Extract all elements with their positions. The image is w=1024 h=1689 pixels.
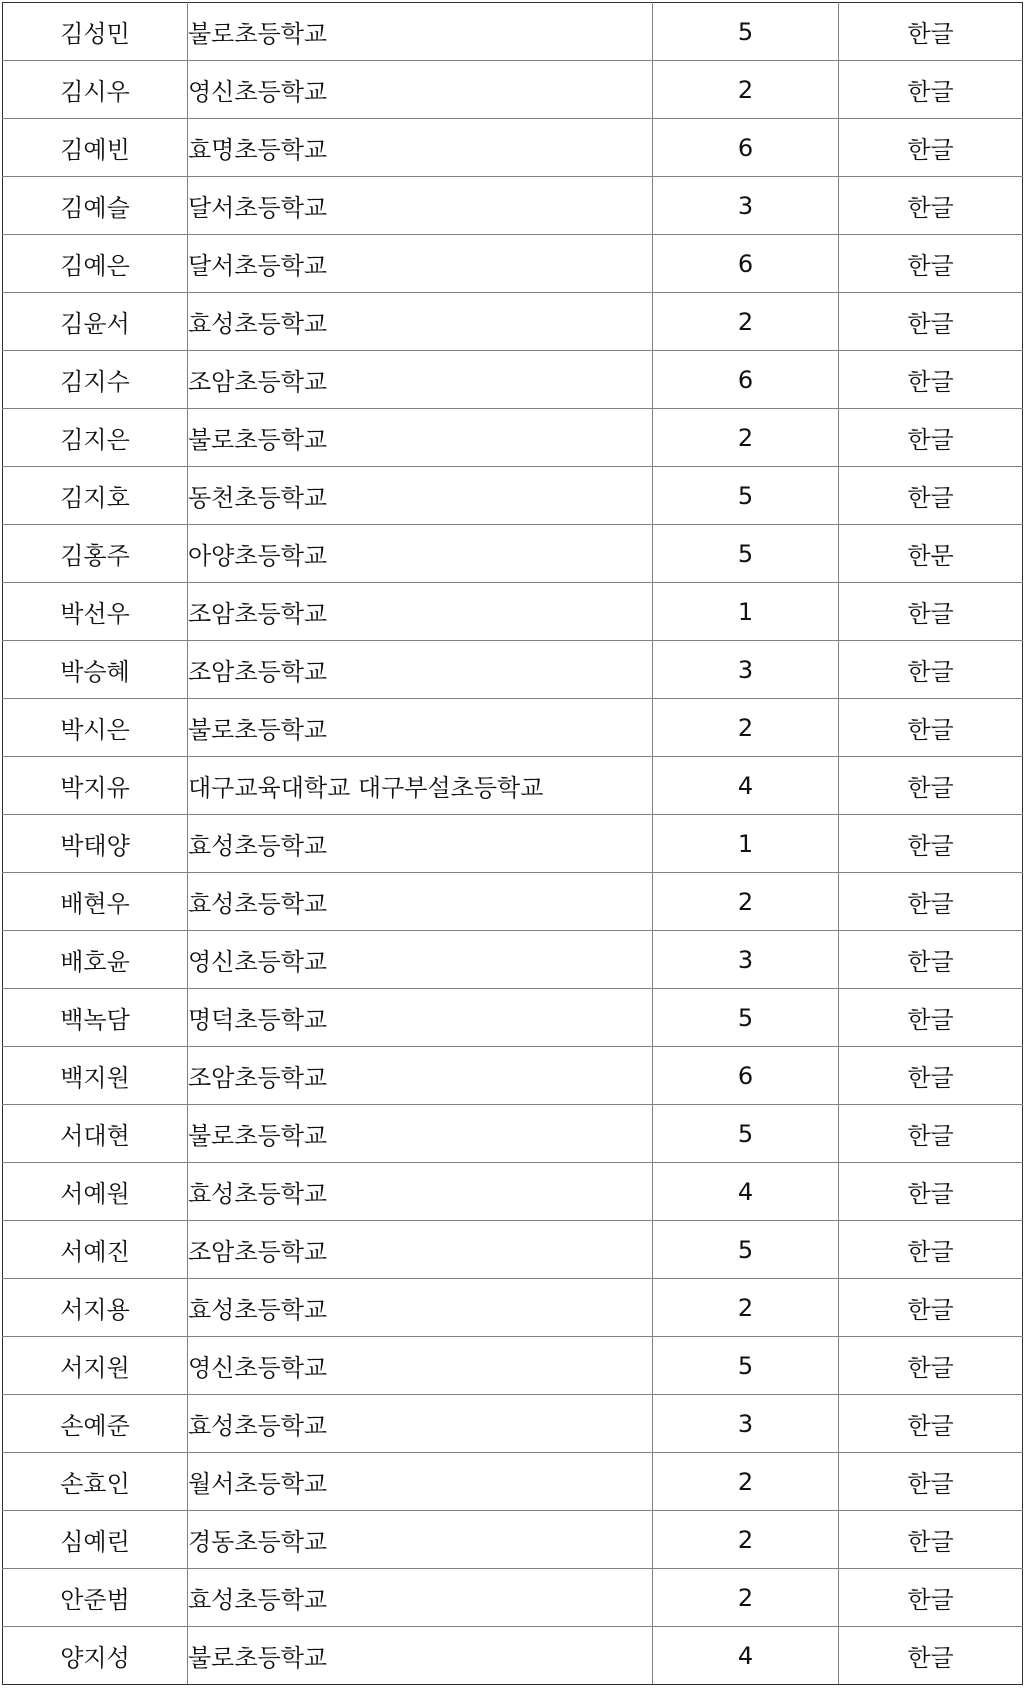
grade-cell: 2	[653, 1279, 839, 1337]
school-name-cell: 불로초등학교	[188, 1627, 653, 1685]
subject-cell: 한글	[839, 641, 1023, 699]
grade-cell: 5	[653, 1337, 839, 1395]
grade-cell: 2	[653, 409, 839, 467]
table-row	[3, 1105, 1023, 1163]
school-name-cell: 조암초등학교	[188, 583, 653, 641]
roster-table	[2, 2, 1023, 1685]
student-name-cell: 서대현	[3, 1105, 188, 1163]
subject-cell: 한글	[839, 3, 1023, 61]
student-name-cell: 백지원	[3, 1047, 188, 1105]
table-row	[3, 757, 1023, 815]
grade-cell: 5	[653, 1221, 839, 1279]
table-row	[3, 293, 1023, 351]
table-row	[3, 1395, 1023, 1453]
subject-cell: 한글	[839, 1105, 1023, 1163]
grade-cell: 4	[653, 1163, 839, 1221]
student-name-cell: 김지호	[3, 467, 188, 525]
student-name-cell: 김예은	[3, 235, 188, 293]
subject-cell: 한글	[839, 1221, 1023, 1279]
table-row	[3, 525, 1023, 583]
table-row	[3, 1221, 1023, 1279]
subject-cell: 한글	[839, 1453, 1023, 1511]
grade-cell: 2	[653, 61, 839, 119]
table-row	[3, 1627, 1023, 1685]
table-row	[3, 699, 1023, 757]
subject-cell: 한글	[839, 931, 1023, 989]
subject-cell: 한글	[839, 177, 1023, 235]
school-name-cell: 효성초등학교	[188, 815, 653, 873]
student-name-cell: 서예원	[3, 1163, 188, 1221]
grade-cell: 6	[653, 1047, 839, 1105]
grade-cell: 5	[653, 3, 839, 61]
school-name-cell: 월서초등학교	[188, 1453, 653, 1511]
student-name-cell: 양지성	[3, 1627, 188, 1685]
table-row	[3, 409, 1023, 467]
subject-cell: 한글	[839, 467, 1023, 525]
grade-cell: 2	[653, 1511, 839, 1569]
grade-cell: 5	[653, 525, 839, 583]
student-name-cell: 김윤서	[3, 293, 188, 351]
subject-cell: 한글	[839, 1511, 1023, 1569]
subject-cell: 한글	[839, 989, 1023, 1047]
school-name-cell: 영신초등학교	[188, 61, 653, 119]
student-name-cell: 서지용	[3, 1279, 188, 1337]
school-name-cell: 영신초등학교	[188, 931, 653, 989]
table-row	[3, 1279, 1023, 1337]
grade-cell: 4	[653, 1627, 839, 1685]
school-name-cell: 달서초등학교	[188, 177, 653, 235]
school-name-cell: 아양초등학교	[188, 525, 653, 583]
subject-cell: 한글	[839, 61, 1023, 119]
school-name-cell: 불로초등학교	[188, 699, 653, 757]
school-name-cell: 효명초등학교	[188, 119, 653, 177]
subject-cell: 한글	[839, 757, 1023, 815]
school-name-cell: 조암초등학교	[188, 641, 653, 699]
student-name-cell: 김홍주	[3, 525, 188, 583]
subject-cell: 한글	[839, 699, 1023, 757]
grade-cell: 2	[653, 293, 839, 351]
student-name-cell: 서지원	[3, 1337, 188, 1395]
table-row	[3, 815, 1023, 873]
subject-cell: 한글	[839, 815, 1023, 873]
school-name-cell: 효성초등학교	[188, 1569, 653, 1627]
school-name-cell: 동천초등학교	[188, 467, 653, 525]
school-name-cell: 경동초등학교	[188, 1511, 653, 1569]
grade-cell: 3	[653, 1395, 839, 1453]
school-name-cell: 불로초등학교	[188, 409, 653, 467]
student-name-cell: 심예린	[3, 1511, 188, 1569]
subject-cell: 한글	[839, 409, 1023, 467]
school-name-cell: 효성초등학교	[188, 1163, 653, 1221]
grade-cell: 2	[653, 1569, 839, 1627]
grade-cell: 2	[653, 1453, 839, 1511]
table-row	[3, 1453, 1023, 1511]
student-name-cell: 손예준	[3, 1395, 188, 1453]
grade-cell: 3	[653, 931, 839, 989]
subject-cell: 한글	[839, 1047, 1023, 1105]
subject-cell: 한글	[839, 351, 1023, 409]
student-name-cell: 김성민	[3, 3, 188, 61]
table-row	[3, 1569, 1023, 1627]
subject-cell: 한글	[839, 1569, 1023, 1627]
school-name-cell: 불로초등학교	[188, 3, 653, 61]
grade-cell: 2	[653, 873, 839, 931]
table-row	[3, 1337, 1023, 1395]
student-name-cell: 김예슬	[3, 177, 188, 235]
school-name-cell: 달서초등학교	[188, 235, 653, 293]
table-row	[3, 61, 1023, 119]
table-row	[3, 989, 1023, 1047]
school-name-cell: 효성초등학교	[188, 1279, 653, 1337]
school-name-cell: 조암초등학교	[188, 1221, 653, 1279]
table-row	[3, 1163, 1023, 1221]
school-name-cell: 효성초등학교	[188, 1395, 653, 1453]
school-name-cell: 불로초등학교	[188, 1105, 653, 1163]
table-row	[3, 873, 1023, 931]
school-name-cell: 조암초등학교	[188, 351, 653, 409]
roster-table-body	[3, 3, 1023, 1685]
student-name-cell: 박시은	[3, 699, 188, 757]
student-name-cell: 손효인	[3, 1453, 188, 1511]
school-name-cell: 대구교육대학교 대구부설초등학교	[188, 757, 653, 815]
subject-cell: 한글	[839, 235, 1023, 293]
subject-cell: 한글	[839, 873, 1023, 931]
student-name-cell: 김지수	[3, 351, 188, 409]
roster-sheet	[2, 2, 1022, 1685]
table-row	[3, 583, 1023, 641]
grade-cell: 6	[653, 235, 839, 293]
table-row	[3, 931, 1023, 989]
table-row	[3, 3, 1023, 61]
school-name-cell: 영신초등학교	[188, 1337, 653, 1395]
subject-cell: 한글	[839, 1627, 1023, 1685]
grade-cell: 6	[653, 119, 839, 177]
student-name-cell: 박선우	[3, 583, 188, 641]
student-name-cell: 박지유	[3, 757, 188, 815]
school-name-cell: 명덕초등학교	[188, 989, 653, 1047]
school-name-cell: 효성초등학교	[188, 873, 653, 931]
grade-cell: 1	[653, 815, 839, 873]
student-name-cell: 백녹담	[3, 989, 188, 1047]
table-row	[3, 641, 1023, 699]
student-name-cell: 안준범	[3, 1569, 188, 1627]
subject-cell: 한글	[839, 1395, 1023, 1453]
subject-cell: 한글	[839, 119, 1023, 177]
table-row	[3, 1511, 1023, 1569]
student-name-cell: 박태양	[3, 815, 188, 873]
grade-cell: 6	[653, 351, 839, 409]
student-name-cell: 배현우	[3, 873, 188, 931]
table-row	[3, 467, 1023, 525]
grade-cell: 5	[653, 1105, 839, 1163]
school-name-cell: 효성초등학교	[188, 293, 653, 351]
subject-cell: 한글	[839, 1163, 1023, 1221]
table-row	[3, 177, 1023, 235]
student-name-cell: 김시우	[3, 61, 188, 119]
subject-cell: 한글	[839, 293, 1023, 351]
grade-cell: 5	[653, 989, 839, 1047]
subject-cell: 한글	[839, 1337, 1023, 1395]
grade-cell: 4	[653, 757, 839, 815]
subject-cell: 한글	[839, 1279, 1023, 1337]
grade-cell: 3	[653, 641, 839, 699]
grade-cell: 5	[653, 467, 839, 525]
subject-cell: 한문	[839, 525, 1023, 583]
table-row	[3, 235, 1023, 293]
grade-cell: 2	[653, 699, 839, 757]
student-name-cell: 김지은	[3, 409, 188, 467]
grade-cell: 3	[653, 177, 839, 235]
student-name-cell: 박승혜	[3, 641, 188, 699]
table-row	[3, 1047, 1023, 1105]
student-name-cell: 서예진	[3, 1221, 188, 1279]
table-row	[3, 119, 1023, 177]
student-name-cell: 배호윤	[3, 931, 188, 989]
subject-cell: 한글	[839, 583, 1023, 641]
table-row	[3, 351, 1023, 409]
grade-cell: 1	[653, 583, 839, 641]
school-name-cell: 조암초등학교	[188, 1047, 653, 1105]
student-name-cell: 김예빈	[3, 119, 188, 177]
